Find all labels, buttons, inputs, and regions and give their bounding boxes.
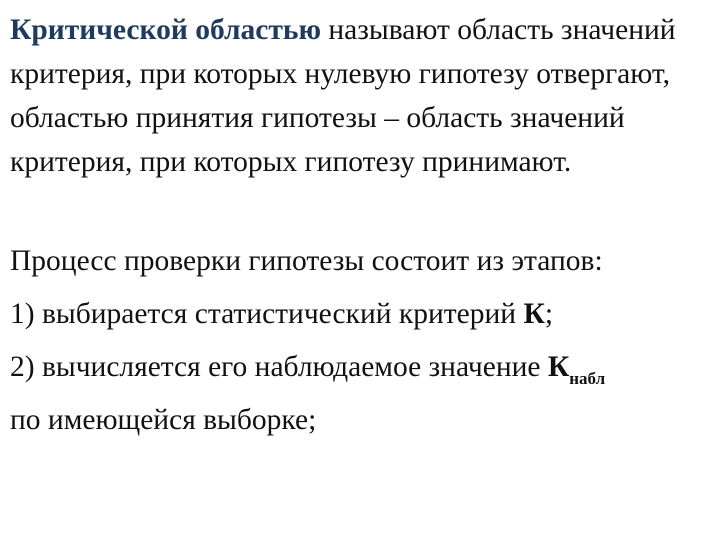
step-1-suffix: ; [544, 298, 554, 330]
step-2-continuation: по имеющейся выборке; [10, 404, 317, 436]
step-1 [10, 292, 716, 336]
step-1-text: 1) выбирается статистический критерий [10, 298, 524, 330]
process-intro: Процесс проверки гипотезы состоит из этапов: [10, 245, 603, 277]
step-2 [10, 345, 716, 393]
definition-text: называют область значений критерия, при которых нулевую гипотезу отвергают, областью принятия гипотезы – область значений критерия, при которых гипотезу принимают. [10, 14, 676, 178]
step-2-subscript: набл [569, 369, 606, 388]
step-1-symbol: К [523, 298, 545, 330]
definition-paragraph [10, 8, 716, 184]
step-2-symbol: К [547, 351, 570, 383]
definition-term: Критической областью [10, 14, 321, 46]
step-2-text: 2) вычисляется его наблюдаемое значение [10, 351, 548, 383]
